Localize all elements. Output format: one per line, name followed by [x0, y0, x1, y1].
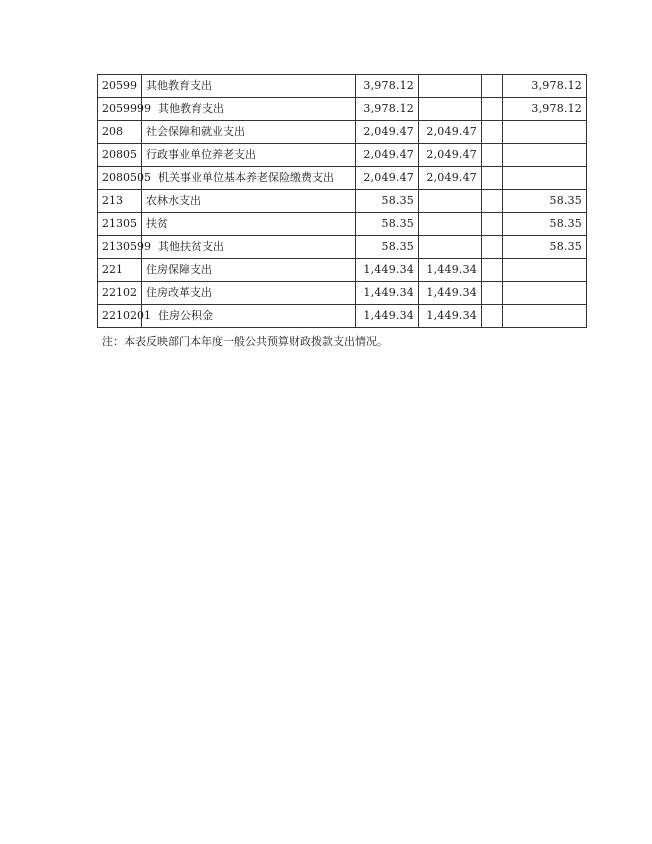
basic-expenditure-cell: [419, 213, 482, 236]
project-expenditure-cell: 3,978.12: [503, 75, 587, 98]
table-body: [98, 75, 587, 328]
basic-expenditure-cell: [419, 75, 482, 98]
basic-expenditure-cell: 1,449.34: [419, 282, 482, 305]
subject-code-cell: 213: [98, 190, 142, 213]
project-expenditure-cell: 58.35: [503, 213, 587, 236]
basic-expenditure-cell: [419, 236, 482, 259]
blank-cell: [482, 305, 503, 328]
subject-name-cell: 住房改革支出: [142, 282, 356, 305]
subject-code-cell: 22102: [98, 282, 142, 305]
table-row: [98, 98, 587, 121]
table-row: [98, 236, 587, 259]
blank-cell: [482, 167, 503, 190]
table-row: [98, 282, 587, 305]
total-amount-cell: 3,978.12: [356, 75, 419, 98]
total-amount-cell: 1,449.34: [356, 259, 419, 282]
expenditure-table: [97, 74, 587, 328]
blank-cell: [482, 121, 503, 144]
subject-code-cell: 2080505: [98, 167, 142, 190]
project-expenditure-cell: [503, 305, 587, 328]
subject-name-cell: 其他教育支出: [142, 98, 356, 121]
subject-code-cell: 2130599: [98, 236, 142, 259]
blank-cell: [482, 236, 503, 259]
total-amount-cell: 1,449.34: [356, 282, 419, 305]
subject-name-cell: 行政事业单位养老支出: [142, 144, 356, 167]
project-expenditure-cell: 58.35: [503, 190, 587, 213]
blank-cell: [482, 213, 503, 236]
table-row: [98, 259, 587, 282]
basic-expenditure-cell: 2,049.47: [419, 144, 482, 167]
subject-code-cell: 20599: [98, 75, 142, 98]
total-amount-cell: 3,978.12: [356, 98, 419, 121]
blank-cell: [482, 98, 503, 121]
total-amount-cell: 2,049.47: [356, 167, 419, 190]
subject-code-cell: 2210201: [98, 305, 142, 328]
subject-name-cell: 机关事业单位基本养老保险缴费支出: [142, 167, 356, 190]
total-amount-cell: 1,449.34: [356, 305, 419, 328]
blank-cell: [482, 190, 503, 213]
subject-code-cell: 221: [98, 259, 142, 282]
blank-cell: [482, 282, 503, 305]
total-amount-cell: 2,049.47: [356, 144, 419, 167]
subject-name-cell: 社会保障和就业支出: [142, 121, 356, 144]
basic-expenditure-cell: 1,449.34: [419, 305, 482, 328]
basic-expenditure-cell: 2,049.47: [419, 121, 482, 144]
total-amount-cell: 2,049.47: [356, 121, 419, 144]
subject-code-cell: 21305: [98, 213, 142, 236]
basic-expenditure-cell: [419, 190, 482, 213]
project-expenditure-cell: 3,978.12: [503, 98, 587, 121]
basic-expenditure-cell: 1,449.34: [419, 259, 482, 282]
subject-code-cell: 20805: [98, 144, 142, 167]
table-row: [98, 144, 587, 167]
subject-name-cell: 其他扶贫支出: [142, 236, 356, 259]
subject-name-cell: 农林水支出: [142, 190, 356, 213]
table-row: [98, 121, 587, 144]
total-amount-cell: 58.35: [356, 236, 419, 259]
project-expenditure-cell: [503, 121, 587, 144]
project-expenditure-cell: [503, 167, 587, 190]
subject-name-cell: 扶贫: [142, 213, 356, 236]
project-expenditure-cell: 58.35: [503, 236, 587, 259]
subject-name-cell: 住房公积金: [142, 305, 356, 328]
blank-cell: [482, 259, 503, 282]
blank-cell: [482, 144, 503, 167]
basic-expenditure-cell: 2,049.47: [419, 167, 482, 190]
subject-code-cell: 2059999: [98, 98, 142, 121]
project-expenditure-cell: [503, 282, 587, 305]
project-expenditure-cell: [503, 144, 587, 167]
subject-name-cell: 其他教育支出: [142, 75, 356, 98]
table-row: [98, 167, 587, 190]
subject-code-cell: 208: [98, 121, 142, 144]
total-amount-cell: 58.35: [356, 213, 419, 236]
subject-name-cell: 住房保障支出: [142, 259, 356, 282]
footnote: 注：本表反映部门本年度一般公共预算财政拨款支出情况。: [102, 335, 388, 348]
table-row: [98, 190, 587, 213]
table-row: [98, 305, 587, 328]
table-row: [98, 213, 587, 236]
table-row: [98, 75, 587, 98]
basic-expenditure-cell: [419, 98, 482, 121]
blank-cell: [482, 75, 503, 98]
project-expenditure-cell: [503, 259, 587, 282]
total-amount-cell: 58.35: [356, 190, 419, 213]
